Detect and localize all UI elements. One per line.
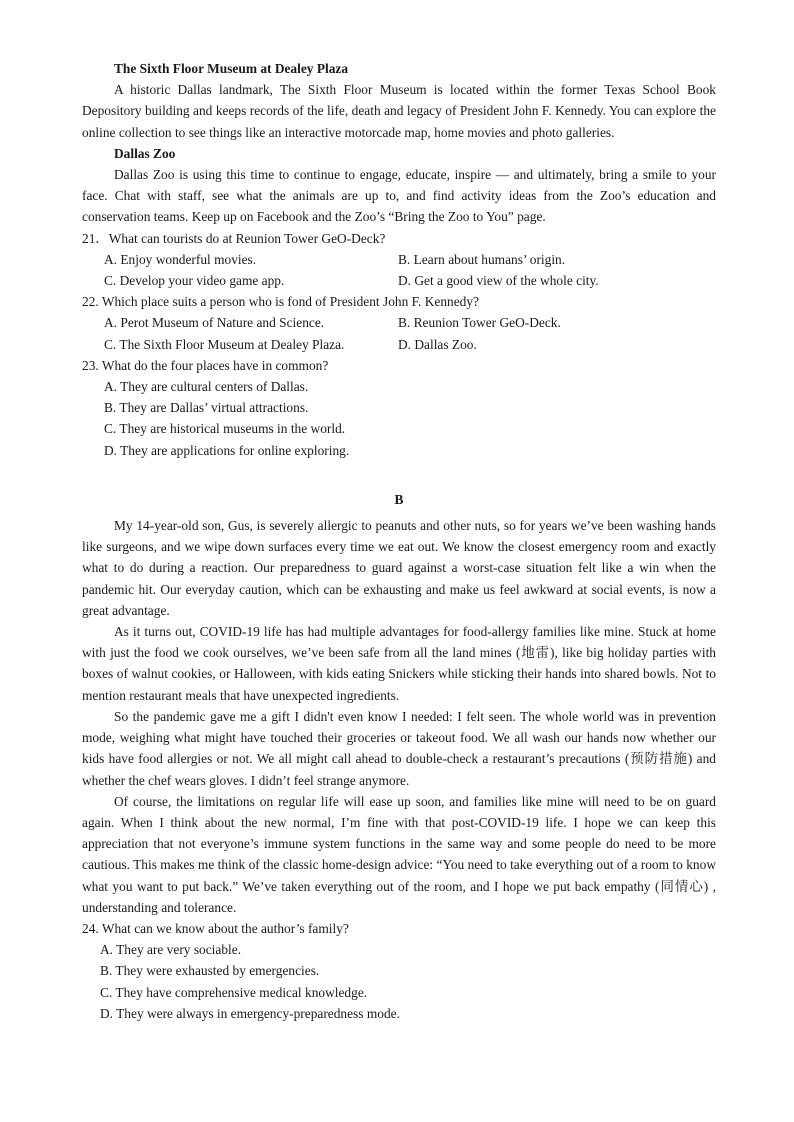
question-23-option-c[interactable]: C. They are historical museums in the world.	[104, 421, 346, 437]
document-page	[82, 58, 716, 1024]
section-b-heading: B	[394, 491, 404, 507]
zoo-paragraph: Dallas Zoo is using this time to continue to engage, educate, inspire — and ultimately, bring a smile to your face. Chat with staff, see what the animals are up to, and find activity ideas from the Zoo’s education and conservation teams. Keep up on Facebook and the Zoo’s “Bring the Zoo to You” page.	[82, 167, 716, 225]
passage-b-paragraph-1: My 14-year-old son, Gus, is severely allergic to peanuts and other nuts, so for years we’ve been washing hands like surgeons, and we wipe down surfaces every time we eat out. We know the closest emergency room and exactly what to do during a reaction. Our preparedness to guard against a worst-case situation felt like a win when the pandemic hit. Our everyday caution, which can be exhausting and make us feel awkward at social events, is now a great advantage.	[82, 518, 716, 618]
question-22-option-d[interactable]: D. Dallas Zoo.	[398, 336, 477, 352]
question-21-options	[82, 249, 716, 291]
question-21-option-b[interactable]: B. Learn about humans’ origin.	[398, 251, 566, 267]
museum-heading: The Sixth Floor Museum at Dealey Plaza	[114, 61, 349, 76]
question-22-option-c[interactable]: C. The Sixth Floor Museum at Dealey Plaza.	[104, 336, 345, 352]
question-24-option-c[interactable]: C. They have comprehensive medical knowledge.	[100, 984, 368, 1000]
question-22-stem: 22. Which place suits a person who is fond of President John F. Kennedy?	[82, 294, 479, 310]
question-23-option-a[interactable]: A. They are cultural centers of Dallas.	[104, 379, 309, 395]
question-23-options	[82, 376, 716, 461]
question-23-option-b[interactable]: B. They are Dallas’ virtual attractions.	[104, 400, 309, 416]
section-spacer	[82, 461, 716, 489]
passage-b-paragraph-3: So the pandemic gave me a gift I didn't even know I needed: I felt seen. The whole world was in prevention mode, weighing what might have touched their groceries or takeout food. We all wash our hands now whether our kids have food allergies or not. We all might call ahead to double-check a restaurant’s precautions (预防措施) and whether the chef wears gloves. I didn’t feel strange anymore.	[82, 708, 716, 788]
question-21-stem: 21．What can tourists do at Reunion Tower GeO-Deck?	[82, 230, 386, 246]
question-22-options	[82, 312, 716, 354]
question-24-options	[82, 939, 716, 1024]
question-24-stem: 24. What can we know about the author’s family?	[82, 920, 349, 936]
question-21-option-c[interactable]: C. Develop your video game app.	[104, 273, 285, 289]
question-23-stem: 23. What do the four places have in common?	[82, 357, 329, 373]
question-21-option-a[interactable]: A. Enjoy wonderful movies.	[104, 251, 257, 267]
museum-paragraph: A historic Dallas landmark, The Sixth Floor Museum is located within the former Texas School Book Depository building and keeps records of the life, death and legacy of President John F. Kennedy. You can explore the online collection to see things like an interactive motorcade map, home movies and photo galleries.	[82, 82, 716, 140]
question-21-option-d[interactable]: D. Get a good view of the whole city.	[398, 273, 599, 289]
passage-b-paragraph-4: Of course, the limitations on regular life will ease up soon, and families like mine will need to be on guard again. When I think about the new normal, I’m fine with that post-COVID-19 life. I hope we can keep this appreciation that not everyone’s immune system functions in the same way and some people do need to be more cautious. This makes me think of the classic home-design advice: “You need to take everything out of a room to know what you want to put back.” We’ve taken everything out of the room, and I hope we put back empathy (同情心) , understanding and tolerance.	[82, 793, 716, 915]
question-24-option-b[interactable]: B. They were exhausted by emergencies.	[100, 963, 320, 979]
question-23-option-d[interactable]: D. They are applications for online exploring.	[104, 442, 350, 458]
passage-b-paragraph-2: As it turns out, COVID-19 life has had multiple advantages for food-allergy families like mine. Stuck at home with just the food we cook ourselves, we’ve been safe from all the land mines (地雷), like big holiday parties with boxes of walnut cookies, or Halloween, with kids eating Snickers while sticking their hands into shared bowls. Not to mention restaurant meals that have unexpected ingredients.	[82, 624, 716, 703]
question-24-option-d[interactable]: D. They were always in emergency-preparedness mode.	[100, 1005, 400, 1021]
question-24-option-a[interactable]: A. They are very sociable.	[100, 942, 242, 958]
zoo-heading: Dallas Zoo	[114, 145, 176, 161]
question-22-option-a[interactable]: A. Perot Museum of Nature and Science.	[104, 315, 325, 331]
question-22-option-b[interactable]: B. Reunion Tower GeO-Deck.	[398, 315, 561, 331]
